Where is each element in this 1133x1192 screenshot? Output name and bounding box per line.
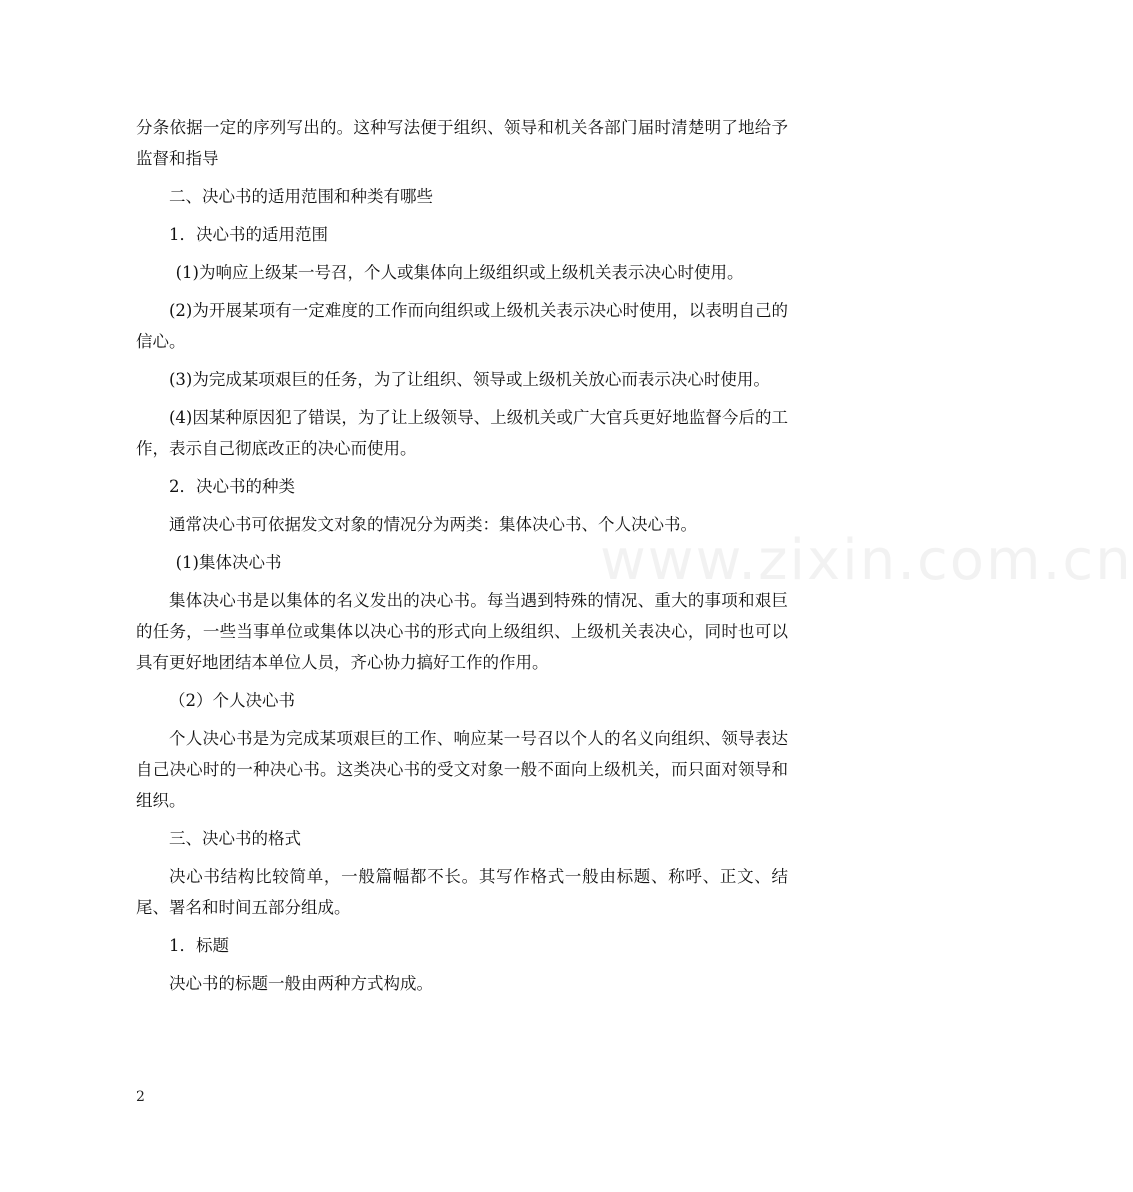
subheading-title: 1．标题 [169,936,229,955]
list-item-4: (4)因某种原因犯了错误，为了让上级领导、上级机关或广大官兵更好地监督今后的工作，表示自己彻底改正的决心而使用。 [136,408,788,458]
paragraph-personal: 个人决心书是为完成某项艰巨的工作、响应某一号召以个人的名义向组织、领导表达自己决心时的一种决心书。这类决心书的受文对象一般不面向上级机关，而只面对领导和组织。 [136,729,788,810]
section-heading-2: 二、决心书的适用范围和种类有哪些 [169,187,433,206]
subheading-types: 2．决心书的种类 [169,477,295,496]
list-item-3: (3)为完成某项艰巨的任务，为了让组织、领导或上级机关放心而表示决心时使用。 [169,370,770,389]
list-item-2: (2)为开展某项有一定难度的工作而向组织或上级机关表示决心时使用，以表明自己的信心。 [136,301,788,351]
subheading-collective: (1)集体决心书 [175,553,282,572]
paragraph-title: 决心书的标题一般由两种方式构成。 [169,974,433,993]
paragraph-format: 决心书结构比较简单，一般篇幅都不长。其写作格式一般由标题、称呼、正文、结尾、署名和时间五部分组成。 [136,867,788,917]
subheading-scope: 1．决心书的适用范围 [169,225,328,244]
document-body [136,112,788,1006]
page-number: 2 [136,1089,145,1105]
paragraph-collective: 集体决心书是以集体的名义发出的决心书。每当遇到特殊的情况、重大的事项和艰巨的任务，一些当事单位或集体以决心书的形式向上级组织、上级机关表决心，同时也可以具有更好地团结本单位人员，齐心协力搞好工作的作用。 [136,591,788,672]
paragraph-continuation: 分条依据一定的序列写出的。这种写法便于组织、领导和机关各部门届时清楚明了地给予监督和指导 [136,118,788,168]
paragraph-types-intro: 通常决心书可依据发文对象的情况分为两类：集体决心书、个人决心书。 [169,515,697,534]
list-item-1: (1)为响应上级某一号召，个人或集体向上级组织或上级机关表示决心时使用。 [175,263,744,282]
section-heading-3: 三、决心书的格式 [169,829,301,848]
subheading-personal: （2）个人决心书 [169,691,295,710]
watermark: www.zixin.com.cn [600,528,1133,593]
